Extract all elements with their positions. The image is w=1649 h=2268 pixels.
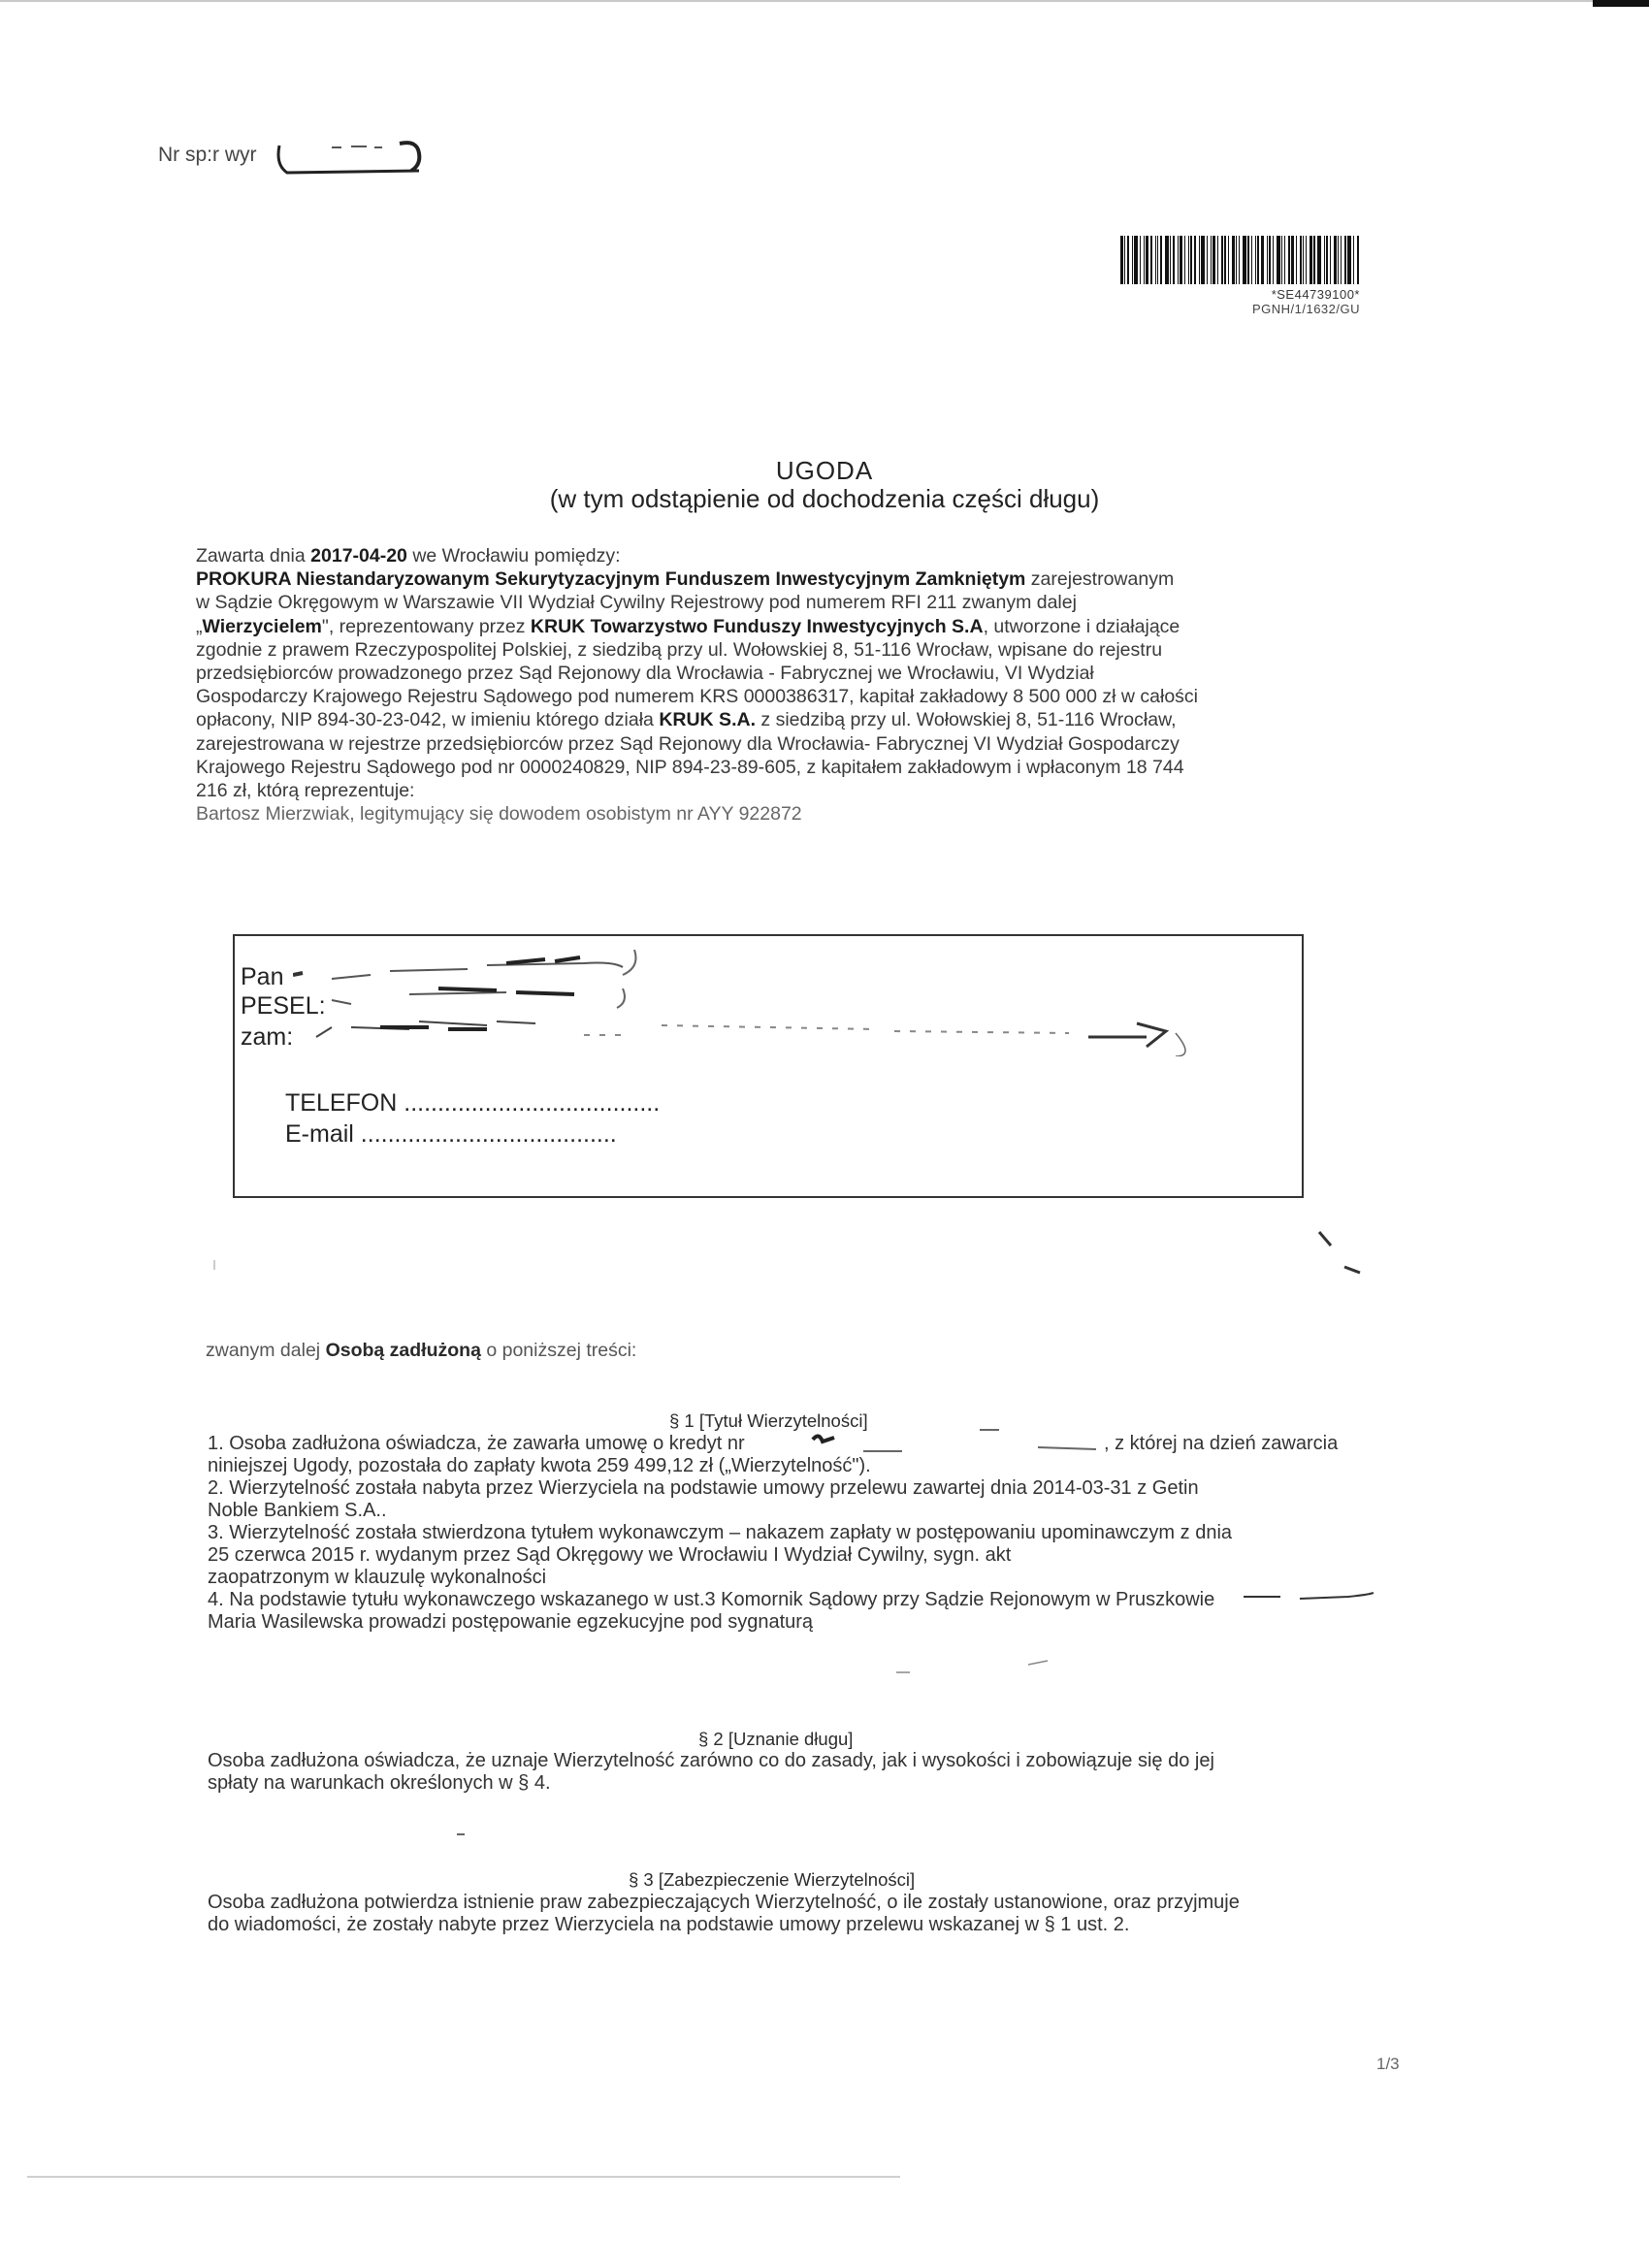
barcode-bar: [1288, 236, 1290, 284]
email-field: E-mail ......................................: [285, 1120, 617, 1148]
section-1-title: § 1 [Tytuł Wierzytelności]: [669, 1410, 868, 1431]
s1-line-9: Maria Wasilewska prowadzi postępowanie egzekucyjne pod sygnaturą: [208, 1611, 814, 1633]
barcode-bar: [1338, 236, 1339, 284]
barcode-bar: [1313, 236, 1315, 284]
barcode-bar: [1228, 236, 1229, 284]
redacted-enforcement-signature: [892, 1659, 1057, 1678]
barcode-bar: [1344, 236, 1346, 284]
barcode-bar: [1211, 236, 1212, 284]
barcode-bar: [1306, 236, 1307, 284]
s3-line-2: do wiadomości, że zostały nabyte przez Wierzyciela na podstawie umowy przelewu wskazanej w § 1 ust. 2.: [208, 1914, 1130, 1935]
s1-line-4: Noble Bankiem S.A..: [208, 1500, 387, 1521]
telefon-field: TELEFON ......................................: [285, 1089, 661, 1117]
barcode-bar: [1257, 236, 1259, 284]
s1-line-8: 4. Na podstawie tytułu wykonawczego wskazanego w ust.3 Komornik Sądowy przy Sądzie Rejonowym w Pruszkowie: [208, 1589, 1215, 1610]
barcode-bar: [1300, 236, 1302, 284]
top-scan-edge: [0, 0, 1649, 2]
barcode-bar: [1324, 236, 1325, 284]
barcode-bar: [1134, 236, 1138, 284]
intro-line-10: Krajowego Rejestru Sądowego pod nr 0000240829, NIP 894-23-89-605, z kapitałem zakładowym i wpłaconym 18 744: [196, 756, 1184, 778]
s1-line-6: 25 czerwca 2015 r. wydanym przez Sąd Okręgowy we Wrocławiu I Wydział Cywilny, sygn. akt: [208, 1544, 1012, 1566]
barcode-bar: [1261, 236, 1264, 284]
intro-line-11: 216 zł, którą reprezentuje:: [196, 780, 415, 802]
barcode-bar: [1124, 236, 1125, 284]
barcode-bar: [1326, 236, 1328, 284]
barcode-bar: [1296, 236, 1297, 284]
barcode-bar: [1150, 236, 1152, 284]
barcode-bar: [1120, 236, 1123, 284]
barcode-bar: [1224, 236, 1226, 284]
s1-line-3: 2. Wierzytelność została nabyta przez Wierzyciela na podstawie umowy przelewu zawartej dnia 2014-03-31 z Getin: [208, 1477, 1199, 1499]
intro-line-4: „Wierzycielem", reprezentowany przez KRUK Towarzystwo Funduszy Inwestycyjnych S.A, utworzone i działające: [196, 615, 1180, 637]
redacted-debtor-data: [293, 950, 1273, 1056]
barcode-bar: [1273, 236, 1274, 284]
scan-mark: [456, 1831, 466, 1837]
barcode-bar: [1146, 236, 1148, 284]
barcode-bar: [1155, 236, 1156, 284]
section-2-body: [208, 1750, 1381, 1795]
document-subtitle: (w tym odstąpienie od dochodzenia części długu): [549, 484, 1100, 513]
barcode-bar: [1188, 236, 1189, 284]
barcode-bar: [1347, 236, 1351, 284]
barcode-bar: [1184, 236, 1185, 284]
barcode-bar: [1144, 236, 1145, 284]
s1-line-1: 1. Osoba zadłużona oświadcza, że zawarła umowę o kredyt nr , z której na dzień zawarcia: [208, 1433, 1339, 1454]
barcode-bar: [1269, 236, 1271, 284]
intro-line-3: w Sądzie Okręgowym w Warszawie VII Wydział Cywilny Rejestrowy pod numerem RFI 211 zwanym dalej: [196, 592, 1077, 614]
section-1-body: [208, 1433, 1381, 1634]
barcode-bar: [1341, 236, 1342, 284]
barcode-bar: [1251, 236, 1252, 284]
barcode-bar: [1317, 236, 1321, 284]
representative-line: Bartosz Mierzwiak, legitymujący się dowodem osobistym nr AYY 922872: [196, 803, 802, 826]
intro-line-1: Zawarta dnia 2017-04-20 we Wrocławiu pomiędzy:: [196, 545, 621, 567]
debtor-designation: zwanym dalej Osobą zadłużoną o poniższej treści:: [206, 1340, 637, 1361]
barcode-bar: [1160, 236, 1162, 284]
barcode-bar: [1178, 236, 1179, 284]
redacted-case-signature: [1242, 1587, 1377, 1603]
barcode-bar: [1357, 236, 1359, 284]
intro-line-8: opłacony, NIP 894-30-23-042, w imieniu którego działa KRUK S.A. z siedzibą przy ul. Wołowskiej 8, 51-116 Wrocław,: [196, 709, 1177, 731]
intro-line-2: PROKURA Niestandaryzowanym Sekurytyzacyjnym Funduszem Inwestycyjnym Zamkniętym zarejestrowanym: [196, 568, 1175, 591]
barcode-bar: [1157, 236, 1158, 284]
redacted-case-number: [274, 136, 429, 180]
s2-line-1: Osoba zadłużona oświadcza, że uznaje Wierzytelność zarówno co do zasady, jak i wysokości i zobowiązuje się do jej: [208, 1750, 1214, 1771]
barcode-bar: [1281, 236, 1282, 284]
intro-line-9: zarejestrowana w rejestrze przedsiębiorców przez Sąd Rejonowy dla Wrocławia- Fabrycznej VI Wydział Gospodarczy: [196, 732, 1180, 755]
intro-line-7: Gospodarczy Krajowego Rejestru Sądowego pod numerem KRS 0000386317, kapitał zakładowy 8 500 000 zł w całości: [196, 686, 1199, 708]
barcode-bar: [1239, 236, 1240, 284]
barcode-bar: [1303, 236, 1304, 284]
barcode-bar: [1190, 236, 1192, 284]
barcode-bar: [1255, 236, 1256, 284]
barcode-bar: [1243, 236, 1246, 284]
barcode-block: [1059, 236, 1360, 316]
barcode-bar: [1247, 236, 1249, 284]
document-title: UGODA: [775, 456, 874, 485]
barcode-bar: [1353, 236, 1354, 284]
scan-mark: [211, 1258, 217, 1272]
barcode-bar: [1212, 236, 1215, 284]
barcode-bar: [1267, 236, 1268, 284]
barcode-bar: [1199, 236, 1200, 284]
barcode-bar: [1217, 236, 1218, 284]
pesel-label: PESEL:: [241, 992, 326, 1020]
parties-paragraph: [196, 544, 1377, 826]
barcode-bar: [1140, 236, 1141, 284]
s1-line-2: niniejszej Ugody, pozostała do zapłaty kwota 259 499,12 zł („Wierzytelność").: [208, 1455, 871, 1476]
barcode-bar: [1207, 236, 1208, 284]
s1-line-5: 3. Wierzytelność została stwierdzona tytułem wykonawczym – nakazem zapłaty w postępowaniu upominawczym z dnia: [208, 1522, 1233, 1543]
barcode-bar: [1180, 236, 1182, 284]
page-number: 1/3: [1376, 2055, 1400, 2073]
barcode-bar: [1291, 236, 1294, 284]
section-3-title: § 3 [Zabezpieczenie Wierzytelności]: [629, 1869, 916, 1890]
section-2-title: § 2 [Uznanie długu]: [698, 1729, 854, 1749]
barcode-bar: [1194, 236, 1196, 284]
barcode-bar: [1232, 236, 1235, 284]
barcode-bar: [1170, 236, 1171, 284]
debtor-details-box: [233, 934, 1304, 1198]
barcode-bar: [1132, 236, 1133, 284]
barcode-bar: [1165, 236, 1169, 284]
intro-line-6: przedsiębiorców prowadzonego przez Sąd Rejonowy dla Wrocławia - Fabrycznej we Wrocławiu, VI Wydział: [196, 663, 1094, 685]
redacted-credit-number: [805, 1422, 1116, 1457]
pan-label: Pan: [241, 963, 284, 990]
barcode-bar: [1221, 236, 1223, 284]
barcode-bar: [1277, 236, 1280, 284]
barcode-bar: [1330, 236, 1331, 284]
barcode-bar: [1201, 236, 1205, 284]
s1-line-7: zaopatrzonym w klauzulę wykonalności: [208, 1567, 547, 1588]
corner-scan-mark: [1593, 0, 1649, 7]
barcode-number: *SE44739100*: [1271, 287, 1360, 302]
barcode-bar: [1334, 236, 1337, 284]
intro-line-5: zgodnie z prawem Rzeczypospolitej Polskiej, z siedzibą przy ul. Wołowskiej 8, 51-116 Wrocław, wpisane do rejestru: [196, 638, 1163, 661]
section-3-body: [208, 1892, 1381, 1936]
barcode-bar: [1127, 236, 1129, 284]
s2-line-2: spłaty na warunkach określonych w § 4.: [208, 1772, 551, 1794]
bottom-scan-edge: [27, 2176, 900, 2178]
barcode-bar: [1310, 236, 1312, 284]
barcode-bar: [1236, 236, 1237, 284]
scan-mark: [1342, 1263, 1368, 1277]
barcode: [1059, 236, 1360, 284]
case-reference: Nr sp:r wyr: [158, 144, 257, 166]
barcode-reference: PGNH/1/1632/GU: [1251, 302, 1360, 316]
barcode-bar: [1173, 236, 1175, 284]
barcode-bar: [1284, 236, 1285, 284]
address-label: zam:: [241, 1023, 294, 1051]
scan-mark: [1317, 1230, 1342, 1253]
s3-line-1: Osoba zadłużona potwierdza istnienie praw zabezpieczających Wierzytelność, o ile zostały ustanowione, oraz przyjmuje: [208, 1892, 1240, 1913]
